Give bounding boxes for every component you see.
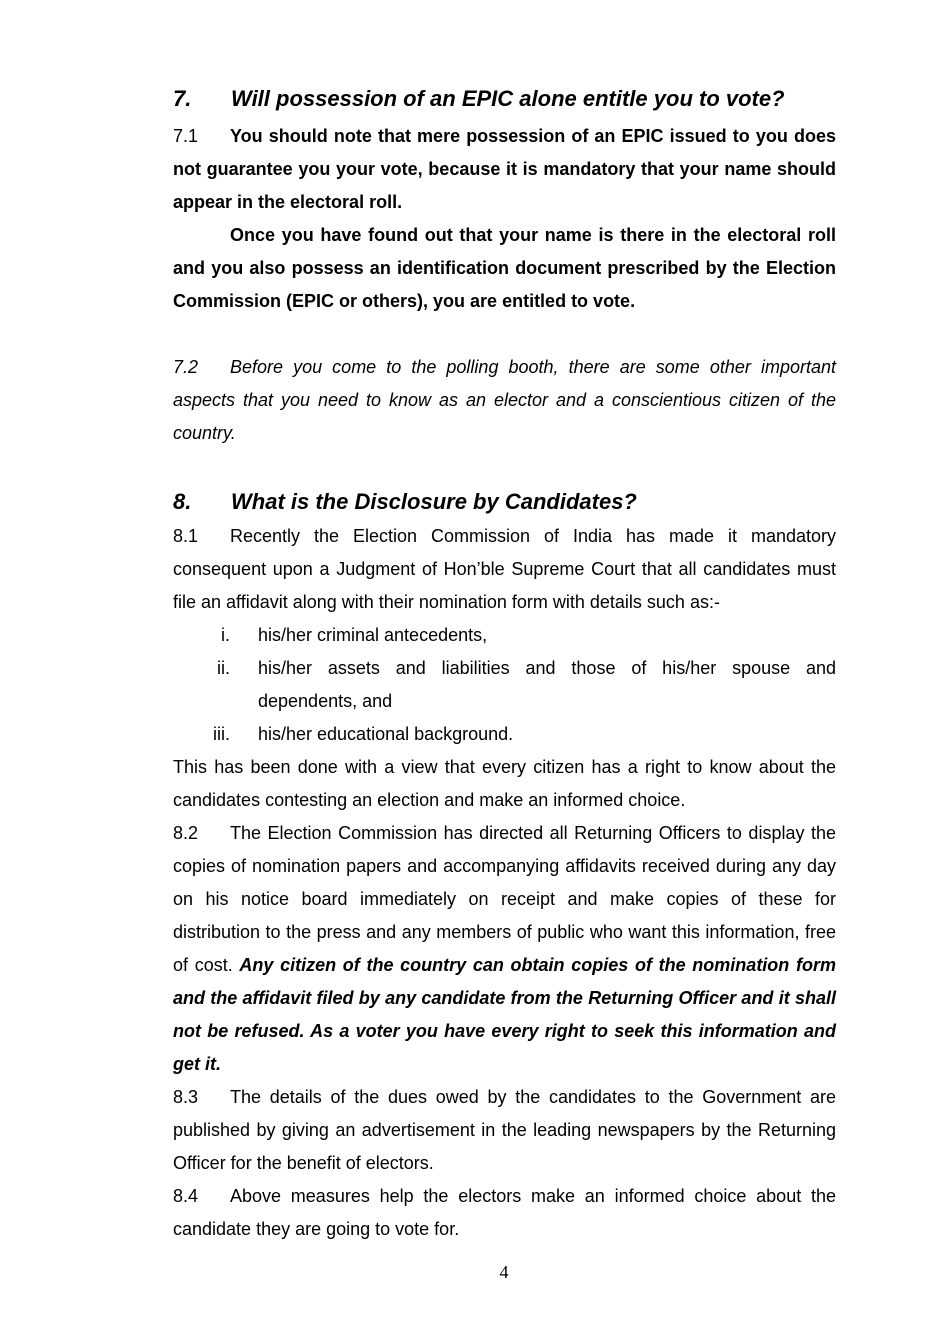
paragraph-8-2-number: 8.2 — [173, 823, 199, 843]
list-item-text: his/her educational background. — [258, 724, 514, 744]
list-item — [173, 718, 836, 751]
list-item-marker: iii. — [213, 724, 230, 744]
paragraph-8-4 — [173, 1180, 836, 1246]
page-number: 4 — [499, 1262, 509, 1282]
paragraph-7-2-number: 7.2 — [173, 357, 199, 377]
paragraph-8-3 — [173, 1081, 836, 1180]
section-8-number: 8. — [173, 489, 192, 514]
paragraph-8-1-number: 8.1 — [173, 526, 199, 546]
paragraph-8-2-text: The Election Commission has directed all Returning Officers to display the copies of nomination papers and accompanying affidavits received during any day on his notice board immediately on receipt and make copies of these for distribution to the press and any members of public who want this information, free of cost. — [173, 823, 836, 975]
paragraph-8-3-text: The details of the dues owed by the candidates to the Government are published by giving an advertisement in the leading newspapers by the Returning Officer for the benefit of electors. — [173, 1087, 836, 1173]
section-7-heading — [173, 84, 836, 114]
paragraph-7-1-number: 7.1 — [173, 126, 199, 146]
paragraph-7-2 — [173, 351, 836, 450]
paragraph-8-1-conclusion: This has been done with a view that every citizen has a right to know about the candidates contesting an election and make an informed choice. — [173, 757, 836, 810]
paragraph-7-1-text: You should note that mere possession of an EPIC issued to you does not guarantee you your vote, because it is mandatory that your name should appear in the electoral roll. — [173, 126, 836, 212]
paragraph-8-4-text: Above measures help the electors make an informed choice about the candidate they are going to vote for. — [173, 1186, 836, 1239]
list-item-text: his/her criminal antecedents, — [258, 625, 488, 645]
disclosure-list — [173, 619, 836, 751]
paragraph-8-2 — [173, 817, 836, 1081]
section-7-title: Will possession of an EPIC alone entitle you to vote? — [231, 86, 785, 111]
section-8-title: What is the Disclosure by Candidates? — [231, 489, 637, 514]
paragraph-8-1-text: Recently the Election Commission of India has made it mandatory consequent upon a Judgment of Hon’ble Supreme Court that all candidates must file an affidavit along with their nomination form with details such as:- — [173, 526, 836, 612]
list-item — [173, 619, 836, 652]
list-item-text: his/her assets and liabilities and those of his/her spouse and dependents, and — [258, 658, 836, 711]
list-item-marker: i. — [221, 625, 230, 645]
section-8-heading — [173, 487, 836, 517]
paragraph-8-1 — [173, 520, 836, 619]
page-content — [173, 84, 836, 1246]
section-7-number: 7. — [173, 86, 192, 111]
paragraph-8-2-emphasis: Any citizen of the country can obtain copies of the nomination form and the affidavit filed by any candidate from the Returning Officer and it shall not be refused. As a voter you have every right to seek this information and get it. — [173, 955, 836, 1074]
paragraph-8-3-number: 8.3 — [173, 1087, 199, 1107]
paragraph-8-4-number: 8.4 — [173, 1186, 199, 1206]
list-item — [173, 652, 836, 718]
paragraph-7-1-continued: Once you have found out that your name is there in the electoral roll and you also possess an identification document prescribed by the Election Commission (EPIC or others), you are entitled to vote. — [173, 225, 836, 311]
paragraph-7-2-text: Before you come to the polling booth, there are some other important aspects that you need to know as an elector and a conscientious citizen of the country. — [173, 357, 836, 443]
paragraph-7-1 — [173, 120, 836, 219]
list-item-marker: ii. — [217, 658, 230, 678]
